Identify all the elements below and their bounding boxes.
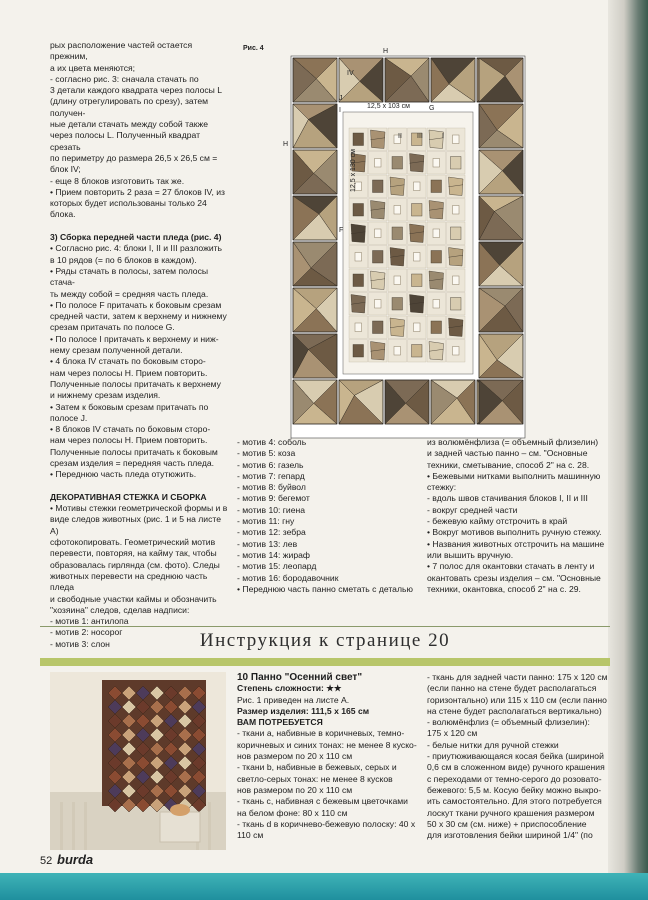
block-iv bbox=[293, 104, 337, 148]
text-line: нов размером по 20 х 110 см bbox=[237, 784, 353, 795]
text-line bbox=[50, 481, 230, 492]
block-iv bbox=[479, 288, 523, 332]
text-line: - мотив 3: слон bbox=[50, 638, 110, 649]
text-line: - еще 8 блоков изготовить так же. bbox=[50, 175, 185, 186]
label-block-ii: II bbox=[398, 133, 402, 140]
label-h-left: H bbox=[283, 141, 289, 148]
project-title: 10 Панно "Осенний свет" bbox=[237, 672, 363, 683]
text-line: 50 х 30 см (см. ниже) + приспособление bbox=[427, 818, 587, 829]
text-line: • Прием повторить 2 раза = 27 блоков IV, из bbox=[50, 186, 225, 197]
label-f: F bbox=[339, 227, 344, 234]
text-line: срезам притачать по полосе G. bbox=[50, 322, 175, 333]
center-block bbox=[427, 293, 446, 316]
text-line: Рис. 1 приведен на листе А. bbox=[237, 694, 350, 705]
text-line: блок IV; bbox=[50, 164, 81, 175]
bottom-stripe bbox=[0, 873, 648, 900]
text-line: техники, окантовка, способ 2" на с. 29. bbox=[427, 583, 581, 594]
center-block bbox=[427, 222, 446, 245]
text-line: • Мотивы стежки геометрической формы и в bbox=[50, 503, 228, 514]
center-block bbox=[447, 152, 466, 175]
text-line: для изготовления бейки шириной 1/4" (по bbox=[427, 830, 593, 841]
instructions-column-1 bbox=[50, 40, 230, 650]
text-line: - вдоль швов стачивания блоков I, II и III bbox=[427, 493, 588, 504]
section-bar bbox=[40, 658, 610, 666]
center-block bbox=[349, 293, 368, 316]
center-block bbox=[447, 128, 466, 151]
text-line: • Бежевыми нитками выполнить машинную bbox=[427, 470, 601, 481]
center-block bbox=[369, 128, 388, 151]
text-line: 0,6 см в сложенном виде) ручного крашения bbox=[427, 762, 605, 773]
label-block-iii: III bbox=[417, 133, 423, 140]
center-block bbox=[349, 269, 368, 292]
text-line: нам через полосы H. Прием повторить. bbox=[50, 367, 208, 378]
text-line: - мотив 2: носорог bbox=[50, 627, 123, 638]
text-line: Полученные полосы притачать к верхнему bbox=[50, 378, 221, 389]
block-iv bbox=[339, 58, 383, 102]
text-line: • Ряды стачать в полосы, затем полосы стача- bbox=[50, 265, 209, 288]
center-block bbox=[427, 316, 446, 339]
text-line: перевести, повторяя, на кайму так, чтобы bbox=[50, 548, 217, 559]
text-line: "хозяина" следов, сделав надписи: bbox=[50, 604, 190, 615]
instructions-column-3 bbox=[427, 437, 609, 595]
block-iv bbox=[293, 58, 337, 102]
center-block bbox=[427, 269, 446, 292]
text-line: - мотив 7: гепард bbox=[237, 470, 305, 481]
text-line: стежку: bbox=[427, 482, 457, 493]
center-block bbox=[388, 246, 407, 269]
text-line: - белые нитки для ручной стежки bbox=[427, 739, 559, 750]
center-block bbox=[447, 316, 466, 339]
center-block bbox=[388, 199, 407, 222]
center-block bbox=[408, 246, 427, 269]
center-block bbox=[369, 199, 388, 222]
block-iv bbox=[479, 334, 523, 378]
text-line: ить самостоятельно. Для этого потребуется bbox=[427, 796, 602, 807]
block-iv bbox=[479, 104, 523, 148]
center-block bbox=[369, 246, 388, 269]
label-g: G bbox=[429, 105, 435, 112]
text-line: 3 детали каждого квадрата через полосы L bbox=[50, 85, 223, 96]
text-line: нов размером по 20 х 110 см bbox=[237, 751, 353, 762]
center-block bbox=[369, 152, 388, 175]
center-block bbox=[388, 175, 407, 198]
text-line: в 10 рядов (= по 6 блоков в каждом). bbox=[50, 254, 197, 265]
text-line: светло-серых тонах: не менее 8 кусков bbox=[237, 773, 393, 784]
center-block bbox=[408, 222, 427, 245]
block-iv bbox=[479, 242, 523, 286]
center-block bbox=[408, 340, 427, 363]
text-line: 3) Сборка передней части пледа (рис. 4) bbox=[50, 232, 222, 243]
block-iv bbox=[293, 334, 337, 378]
center-block bbox=[388, 293, 407, 316]
text-line: - мотив 8: буйвол bbox=[237, 482, 306, 493]
text-line: • Названия животных отстрочить на машине bbox=[427, 538, 605, 549]
block-iv bbox=[293, 242, 337, 286]
center-block bbox=[349, 222, 368, 245]
center-block bbox=[427, 152, 446, 175]
text-line: • 8 блоков IV стачать по боковым сторо- bbox=[50, 424, 211, 435]
text-line: окантовать срезы изделия – см. "Основные bbox=[427, 572, 601, 583]
text-line: - мотив 16: бородавочник bbox=[237, 572, 339, 583]
center-block bbox=[408, 293, 427, 316]
text-line: • 4 блока IV стачать по боковым сторо- bbox=[50, 356, 206, 367]
page-number: 52 bbox=[40, 855, 53, 867]
center-block bbox=[388, 316, 407, 339]
text-line: • Согласно рис. 4: блоки I, II и III разложить bbox=[50, 243, 223, 254]
block-iv bbox=[479, 150, 523, 194]
block-iv bbox=[431, 58, 475, 102]
center-block bbox=[369, 316, 388, 339]
text-line: 110 см bbox=[237, 830, 264, 841]
center-block bbox=[369, 293, 388, 316]
text-line: - мотив 5: коза bbox=[237, 448, 296, 459]
block-iv bbox=[431, 380, 475, 424]
text-line: а их цвета меняются; bbox=[50, 62, 136, 73]
text-line: (длину отрегулировать по срезу), затем получен- bbox=[50, 96, 209, 118]
text-line: с переходами от темно-серого до розовато- bbox=[427, 773, 602, 784]
text-line: рых расположение частей остается прежним, bbox=[50, 40, 193, 62]
label-size-w: 12,5 х 103 см bbox=[367, 103, 410, 110]
text-line: • Вокруг мотивов выполнить ручную стежку. bbox=[427, 527, 602, 538]
center-block bbox=[447, 222, 466, 245]
center-block bbox=[388, 152, 407, 175]
center-block bbox=[447, 199, 466, 222]
center-block bbox=[427, 199, 446, 222]
text-line: - приутюживающаяся косая бейка (шириной bbox=[427, 751, 604, 762]
center-block bbox=[408, 316, 427, 339]
text-line: - бежевую кайму отстрочить в край bbox=[427, 516, 568, 527]
text-line: - мотив 9: бегемот bbox=[237, 493, 310, 504]
label-j: J bbox=[339, 95, 343, 102]
text-line: - мотив 11: гну bbox=[237, 516, 295, 527]
block-iv bbox=[293, 380, 337, 424]
text-line: • По полосе F притачать к боковым срезам bbox=[50, 299, 222, 310]
block-iv bbox=[385, 380, 429, 424]
text-line: срезам изделия = передняя часть пледа. bbox=[50, 457, 215, 468]
center-block bbox=[427, 175, 446, 198]
text-line: из волюмёнфлиза (= объемный флизелин) bbox=[427, 437, 599, 447]
text-line: ДЕКОРАТИВНАЯ СТЕЖКА И СБОРКА bbox=[50, 491, 207, 502]
text-line: техники, сметывание, способ 2" на с. 28. bbox=[427, 459, 590, 470]
text-line: - ткань с, набивная с бежевым цветочками bbox=[237, 796, 408, 807]
center-block bbox=[388, 222, 407, 245]
center-block bbox=[447, 340, 466, 363]
center-block bbox=[369, 222, 388, 245]
text-line: животных перевести на среднюю часть пледа bbox=[50, 570, 208, 593]
text-line: - мотив 14: жираф bbox=[237, 549, 310, 560]
text-line: • Переднюю часть пледа отутюжить. bbox=[50, 469, 197, 480]
center-block bbox=[408, 175, 427, 198]
text-line: на стене будет располагаться вертикально) bbox=[427, 705, 602, 716]
center-block bbox=[369, 340, 388, 363]
center-block bbox=[349, 316, 368, 339]
quilt-photo bbox=[50, 672, 226, 850]
text-line: Полученные полосы притачать к боковым bbox=[50, 446, 218, 457]
center-block bbox=[388, 340, 407, 363]
text-line: нам через полосы H. Прием повторить. bbox=[50, 435, 208, 446]
text-line: - мотив 10: гиена bbox=[237, 504, 306, 515]
block-iv bbox=[293, 288, 337, 332]
text-line: - мотив 13: лев bbox=[237, 538, 298, 549]
difficulty-label: Степень сложности: ★★ bbox=[237, 683, 342, 694]
text-line: - мотив 15: леопард bbox=[237, 561, 317, 572]
text-line: (если панно на стене будет располагаться bbox=[427, 683, 597, 694]
text-line: • По полосе I притачать к верхнему и ниж- bbox=[50, 333, 219, 344]
center-block bbox=[349, 246, 368, 269]
block-iv bbox=[293, 150, 337, 194]
text-line: - волюмёнфлиз (= объемный флизелин): bbox=[427, 717, 590, 728]
block-iv bbox=[339, 380, 383, 424]
text-line: - согласно рис. 3: сначала стачать по bbox=[50, 73, 199, 84]
block-iv bbox=[293, 196, 337, 240]
text-line: • 7 полос для окантовки стачать в ленту и bbox=[427, 561, 595, 572]
text-line: лоскут ткани ручного крашения размером bbox=[427, 807, 595, 818]
label-h-top: H bbox=[383, 48, 389, 55]
project-column-2 bbox=[427, 672, 609, 841]
center-block bbox=[349, 199, 368, 222]
text-line: - вокруг средней части bbox=[427, 504, 518, 515]
block-iv bbox=[479, 58, 523, 102]
text-line: нему срезам полученной детали. bbox=[50, 345, 183, 356]
label-i: I bbox=[339, 107, 341, 114]
label-iv: IV bbox=[347, 70, 354, 77]
text-line: ть между собой = средняя часть пледа. bbox=[50, 288, 209, 299]
text-line: • Переднюю часть панно сметать с деталью bbox=[237, 583, 413, 594]
brand-logo: burda bbox=[57, 852, 94, 867]
block-iv bbox=[385, 58, 429, 102]
project-column-1 bbox=[237, 672, 420, 841]
center-block bbox=[447, 269, 466, 292]
text-line: - ткань для задней части панно: 175 х 120 см bbox=[427, 672, 608, 682]
center-block bbox=[427, 340, 446, 363]
center-block bbox=[349, 128, 368, 151]
center-block bbox=[369, 175, 388, 198]
text-line: образовалась гирлянда (см. фото). Следы bbox=[50, 559, 220, 570]
block-iv bbox=[479, 380, 523, 424]
text-line: - мотив 1: антилопа bbox=[50, 616, 129, 627]
text-line: 175 х 120 см bbox=[427, 728, 478, 739]
text-line: которых будет использованы только 24 блока. bbox=[50, 198, 207, 220]
figure-caption: Рис. 4 bbox=[243, 45, 264, 52]
center-block bbox=[447, 293, 466, 316]
text-line: Размер изделия: 111,5 х 165 см bbox=[237, 705, 370, 716]
text-line: - ткани а, набивные в коричневых, темно- bbox=[237, 728, 405, 739]
text-line: ные детали стачать между собой также bbox=[50, 119, 209, 130]
section-divider bbox=[40, 626, 610, 627]
instructions-column-2 bbox=[237, 437, 420, 595]
text-line: или вышить вручную. bbox=[427, 549, 514, 560]
text-line: - мотив 12: зебра bbox=[237, 527, 306, 538]
text-line: - мотив 4: соболь bbox=[237, 437, 307, 447]
quilt-diagram bbox=[243, 42, 563, 442]
text-line: на белом фоне: 80 х 110 см bbox=[237, 807, 348, 818]
center-block bbox=[388, 269, 407, 292]
text-line: виде следов животных (рис. 1 и 5 на листе А) bbox=[50, 514, 222, 536]
center-block bbox=[369, 269, 388, 292]
block-iv bbox=[479, 196, 523, 240]
text-line: горизонтально) или 115 х 110 см (если панно bbox=[427, 694, 607, 705]
text-line: и нижнему срезам изделия. bbox=[50, 390, 161, 401]
center-block bbox=[427, 246, 446, 269]
center-block bbox=[447, 175, 466, 198]
text-line: полосе J. bbox=[50, 412, 88, 423]
text-line bbox=[50, 221, 230, 232]
center-block bbox=[408, 199, 427, 222]
text-line: ВАМ ПОТРЕБУЕТСЯ bbox=[237, 717, 323, 728]
text-line: средней части, затем к верхнему и нижнему bbox=[50, 311, 227, 322]
text-line: по периметру до размера 26,5 х 26,5 см = bbox=[50, 152, 218, 163]
label-block-i: I bbox=[442, 133, 444, 140]
label-size-h: 12,5 х 130 см bbox=[350, 149, 357, 192]
text-line: и свободные участки каймы и обозначить bbox=[50, 593, 217, 604]
center-block bbox=[447, 246, 466, 269]
center-block bbox=[408, 152, 427, 175]
text-line: • Затем к боковым срезам притачать по bbox=[50, 401, 209, 412]
center-block bbox=[349, 340, 368, 363]
section-title: Инструкция к странице 20 bbox=[199, 630, 451, 651]
text-line: бежевого: 5,5 м. Косую бейку можно выкро- bbox=[427, 784, 602, 795]
text-line: коричневых и синих тонах: не менее 8 куско- bbox=[237, 739, 417, 750]
page-gutter bbox=[608, 0, 648, 900]
text-line: - мотив 6: газель bbox=[237, 459, 304, 470]
text-line: через полосы L. Полученный квадрат срезать bbox=[50, 130, 201, 152]
text-line: - ткань d в коричнево-бежевую полоску: 40 х bbox=[237, 818, 416, 829]
text-line: - ткани b, набивные в бежевых, серых и bbox=[237, 762, 397, 773]
text-line: и задней частью панно – см. "Основные bbox=[427, 448, 588, 459]
text-line: сфотокопировать. Геометрический мотив bbox=[50, 537, 216, 548]
center-block bbox=[408, 269, 427, 292]
